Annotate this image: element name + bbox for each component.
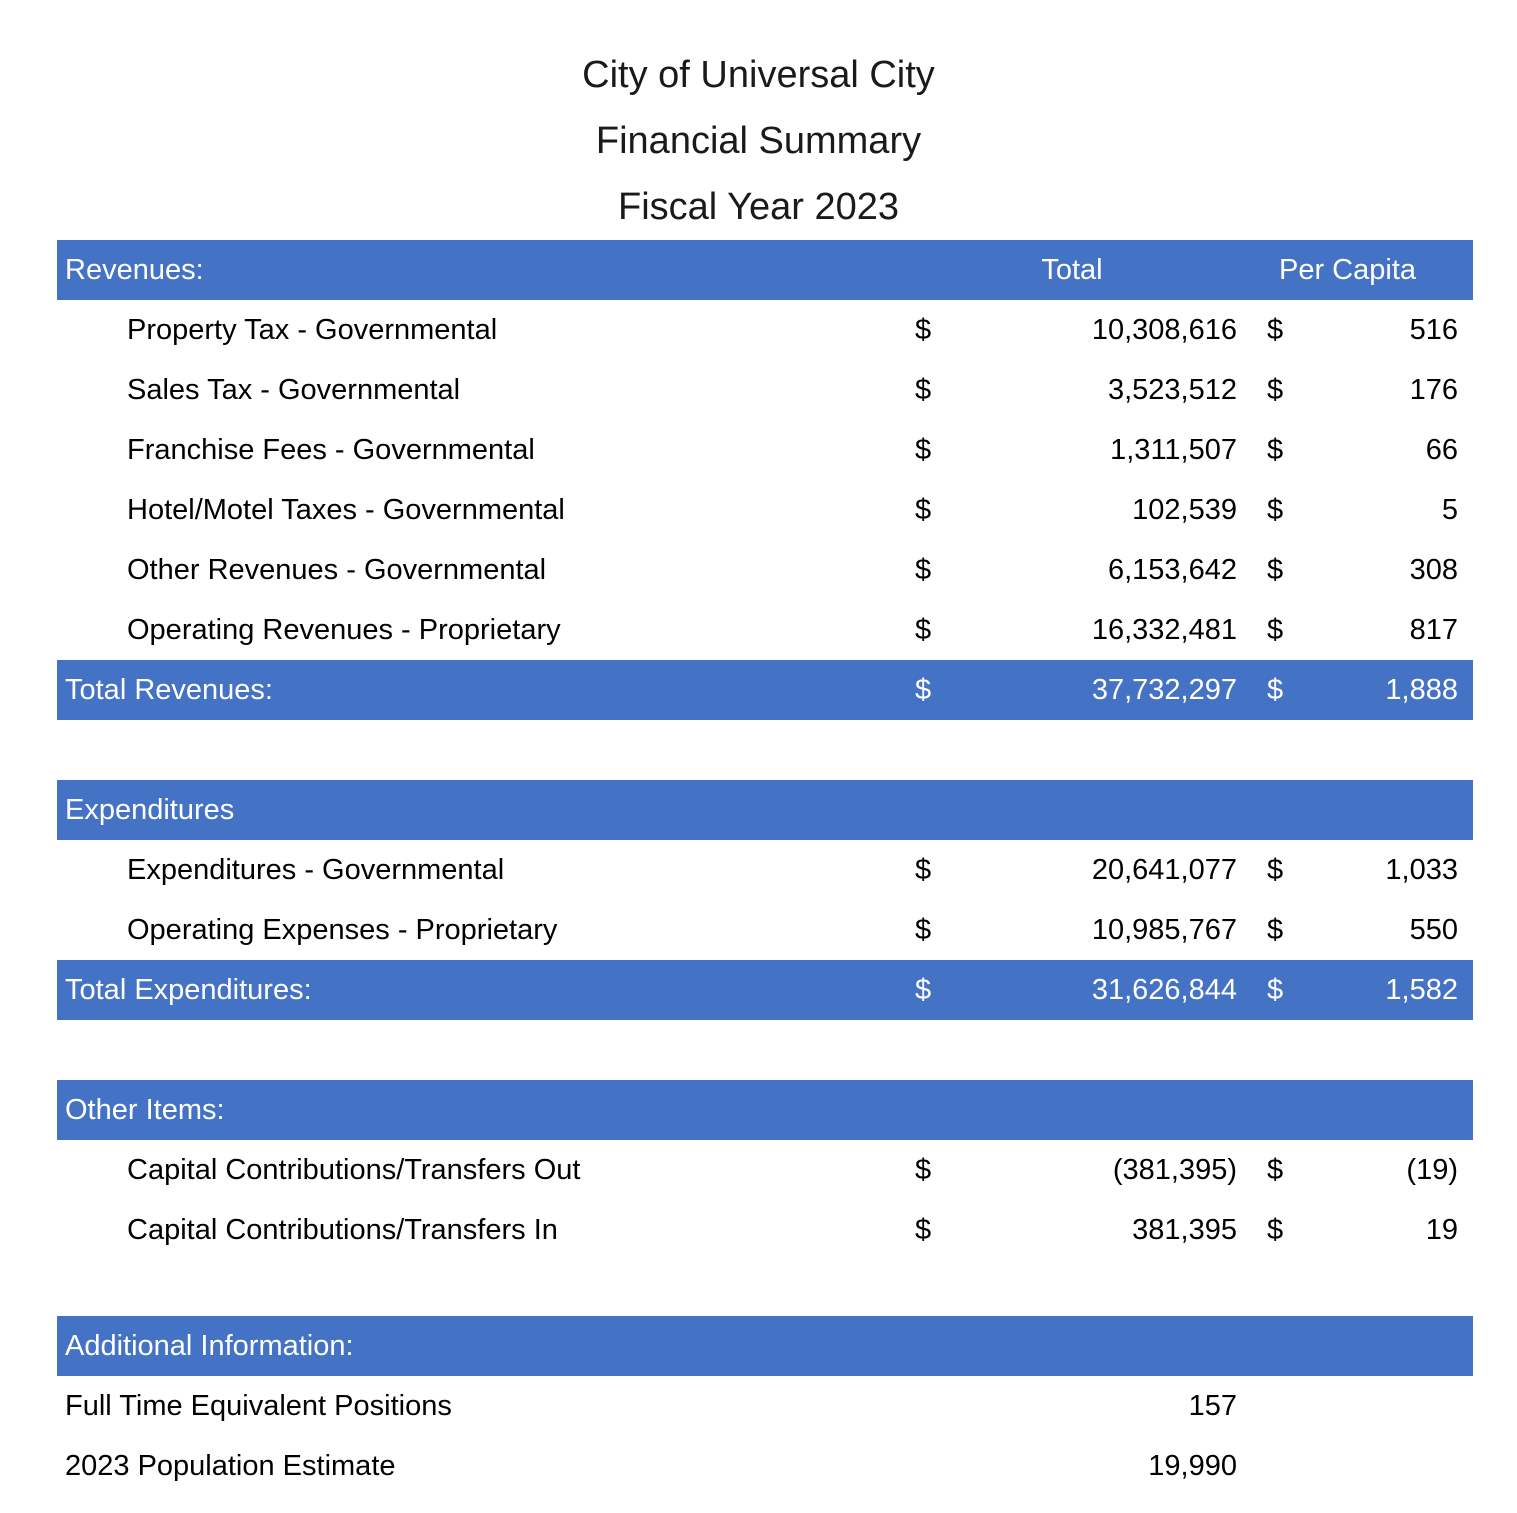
currency-symbol: $ [915,493,932,526]
row-label: Property Tax - Governmental [127,313,498,346]
info-value: 157 [1188,1389,1237,1422]
per-capita-value: 1,033 [1385,853,1458,886]
currency-symbol: $ [1267,433,1284,466]
currency-symbol: $ [1267,613,1284,646]
currency-symbol: $ [915,1213,932,1246]
currency-symbol: $ [1267,973,1284,1006]
total-value: 6,153,642 [1107,553,1237,586]
currency-symbol: $ [915,313,932,346]
row-label: Expenditures - Governmental [127,853,505,886]
section-header-other-items: Other Items: [65,1093,225,1126]
table-row [57,1200,1473,1260]
total-revenues-row [57,660,1473,720]
per-capita-value: 550 [1409,913,1458,946]
currency-symbol: $ [915,673,932,706]
section-spacer [57,1260,1473,1316]
info-value: 19,990 [1148,1449,1237,1482]
total-row-label: Total Expenditures: [65,973,312,1006]
total-value: 37,732,297 [1091,673,1237,706]
row-label: Operating Expenses - Proprietary [127,913,558,946]
currency-symbol: $ [1267,1153,1284,1186]
per-capita-value: 308 [1409,553,1458,586]
per-capita-value: 1,582 [1385,973,1458,1006]
row-label: Operating Revenues - Proprietary [127,613,561,646]
table-row [57,900,1473,960]
total-expenditures-row [57,960,1473,1020]
section-header-expenditures: Expenditures [65,793,235,826]
currency-symbol: $ [915,853,932,886]
expenditures-header-row [57,780,1473,840]
currency-symbol: $ [1267,553,1284,586]
additional-information-header-row [57,1316,1473,1376]
currency-symbol: $ [1267,1213,1284,1246]
row-label: Sales Tax - Governmental [127,373,461,406]
currency-symbol: $ [1267,913,1284,946]
per-capita-value: 66 [1425,433,1458,466]
table-row [57,300,1473,360]
total-value: 20,641,077 [1091,853,1237,886]
currency-symbol: $ [915,613,932,646]
document-title: City of Universal City [582,54,935,96]
total-value: 3,523,512 [1107,373,1237,406]
info-row [57,1436,1473,1496]
total-row-label: Total Revenues: [65,673,273,706]
total-value: 10,985,767 [1091,913,1237,946]
row-label: Franchise Fees - Governmental [127,433,535,466]
table-row [57,1140,1473,1200]
per-capita-value: 817 [1409,613,1458,646]
row-label: Other Revenues - Governmental [127,553,547,586]
per-capita-value: 516 [1409,313,1458,346]
column-header-total: Total [1041,253,1103,286]
per-capita-value: 1,888 [1385,673,1458,706]
section-header-additional-information: Additional Information: [65,1329,354,1362]
row-label: Capital Contributions/Transfers Out [127,1153,581,1186]
currency-symbol: $ [915,973,932,1006]
currency-symbol: $ [1267,373,1284,406]
total-value: 381,395 [1132,1213,1237,1246]
total-value: 10,308,616 [1091,313,1237,346]
table-row [57,600,1473,660]
column-header-per-capita: Per Capita [1278,253,1416,286]
total-value: (381,395) [1112,1153,1237,1186]
row-label: Hotel/Motel Taxes - Governmental [127,493,565,526]
section-spacer [57,1020,1473,1080]
table-row [57,420,1473,480]
info-label: 2023 Population Estimate [65,1449,396,1482]
currency-symbol: $ [915,1153,932,1186]
total-value: 102,539 [1132,493,1237,526]
table-row [57,840,1473,900]
financial-table [57,240,1473,1496]
table-row [57,480,1473,540]
currency-symbol: $ [915,913,932,946]
fiscal-year-label: Fiscal Year 2023 [618,186,899,228]
info-label: Full Time Equivalent Positions [65,1389,452,1422]
other-items-header-row [57,1080,1473,1140]
total-value: 1,311,507 [1110,433,1237,466]
revenues-header-row [57,240,1473,300]
currency-symbol: $ [1267,853,1284,886]
document-subtitle: Financial Summary [595,120,922,162]
total-value: 31,626,844 [1091,973,1237,1006]
currency-symbol: $ [1267,673,1284,706]
section-header-revenues: Revenues: [65,253,204,286]
per-capita-value: 19 [1425,1213,1458,1246]
section-spacer [57,720,1473,780]
currency-symbol: $ [915,553,932,586]
per-capita-value: 5 [1441,493,1458,526]
total-value: 16,332,481 [1091,613,1237,646]
document-title-block [0,0,1517,240]
table-row [57,540,1473,600]
per-capita-value: 176 [1409,373,1458,406]
per-capita-value: (19) [1406,1153,1458,1186]
table-row [57,360,1473,420]
info-row [57,1376,1473,1436]
currency-symbol: $ [1267,313,1284,346]
row-label: Capital Contributions/Transfers In [127,1213,558,1246]
currency-symbol: $ [915,433,932,466]
currency-symbol: $ [1267,493,1284,526]
currency-symbol: $ [915,373,932,406]
